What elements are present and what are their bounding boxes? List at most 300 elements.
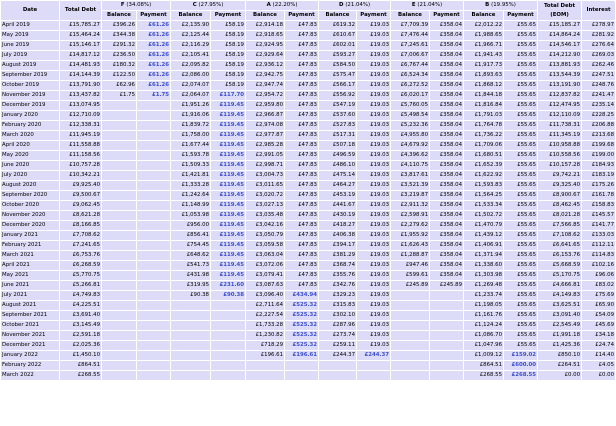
- debt-d-payment-cell: £19.03: [357, 291, 390, 300]
- debt-b-balance-cell: £1,893.63: [464, 71, 503, 80]
- debt-e-payment-cell: £358.04: [430, 141, 463, 150]
- row-interest: £141.77: [582, 221, 615, 230]
- row-total-debt: £8,621.28: [60, 211, 101, 220]
- table-row: [1, 191, 615, 200]
- debt-b-balance-header: Balance: [464, 11, 503, 20]
- row-interest: £241.47: [582, 91, 615, 100]
- debt-f-balance-cell: [102, 291, 136, 300]
- debt-f-balance-cell: [102, 251, 136, 260]
- debt-b-balance-cell: £268.55: [464, 371, 503, 380]
- debt-c-payment-cell: £119.45: [211, 251, 245, 260]
- debt-b-payment-cell: £55.65: [504, 141, 537, 150]
- debt-d-payment-cell: £19.03: [357, 41, 390, 50]
- debt-a-balance-cell: £3,042.16: [246, 221, 284, 230]
- debt-e-balance-cell: £4,396.62: [391, 151, 429, 160]
- row-date: January 2020: [1, 111, 59, 120]
- debt-c-balance-cell: £1,677.44: [171, 141, 210, 150]
- debt-b-payment-cell: £159.02: [504, 351, 537, 360]
- debt-b-balance-cell: £1,161.76: [464, 311, 503, 320]
- debt-b-payment-cell: £55.65: [504, 31, 537, 40]
- row-interest: £161.78: [582, 191, 615, 200]
- debt-f-payment-cell: £61.26: [137, 61, 170, 70]
- table-row: [1, 51, 615, 60]
- debt-b-balance-cell: £1,086.70: [464, 331, 503, 340]
- debt-c-balance-cell: £956.00: [171, 221, 210, 230]
- debt-c-payment-cell: £119.45: [211, 231, 245, 240]
- debt-e-balance-cell: £1,626.43: [391, 241, 429, 250]
- row-total-debt: £11,158.56: [60, 151, 101, 160]
- row-interest: £65.90: [582, 301, 615, 310]
- table-row: [1, 161, 615, 170]
- debt-c-balance-cell: £319.95: [171, 281, 210, 290]
- debt-e-payment-cell: £358.04: [430, 251, 463, 260]
- debt-d-payment-cell: £19.03: [357, 341, 390, 350]
- debt-c-payment-cell: [211, 331, 245, 340]
- debt-e-payment-cell: £358.04: [430, 271, 463, 280]
- debt-d-balance-cell: £441.67: [319, 201, 356, 210]
- table-row: [1, 321, 615, 330]
- debt-e-payment-cell: £358.04: [430, 181, 463, 190]
- debt-a-balance-cell: [246, 371, 284, 380]
- row-date: September 2021: [1, 311, 59, 320]
- debt-d-balance-cell: £619.32: [319, 21, 356, 30]
- row-interest: £183.19: [582, 171, 615, 180]
- debt-f-balance-cell: [102, 131, 136, 140]
- table-row: [1, 111, 615, 120]
- debt-a-balance-cell: £2,914.18: [246, 21, 284, 30]
- debt-c-payment-cell: £119.45: [211, 271, 245, 280]
- row-total-debt-eom: £15,185.27: [538, 21, 581, 30]
- row-total-debt: £6,753.76: [60, 251, 101, 260]
- debt-f-balance-cell: [102, 141, 136, 150]
- row-total-debt: £10,342.21: [60, 171, 101, 180]
- row-total-debt-eom: £264.51: [538, 361, 581, 370]
- row-date: October 2019: [1, 81, 59, 90]
- debt-b-balance-cell: £1,233.74: [464, 291, 503, 300]
- debt-d-header: [319, 1, 390, 10]
- debt-a-payment-cell: £47.83: [285, 221, 318, 230]
- debt-e-balance-cell: £3,521.39: [391, 181, 429, 190]
- debt-b-balance-cell: £1,406.91: [464, 241, 503, 250]
- debt-d-payment-cell: £19.03: [357, 121, 390, 130]
- interest-header: Interest: [582, 1, 615, 20]
- debt-d-payment-cell: £19.03: [357, 181, 390, 190]
- debt-c-payment-cell: [211, 301, 245, 310]
- row-total-debt-eom: £12,110.09: [538, 111, 581, 120]
- debt-d-payment-cell: £19.03: [357, 251, 390, 260]
- debt-f-payment-cell: £61.26: [137, 81, 170, 90]
- row-total-debt: £9,500.67: [60, 191, 101, 200]
- row-interest: £262.46: [582, 61, 615, 70]
- debt-e-balance-cell: £2,598.91: [391, 211, 429, 220]
- debt-d-balance-cell: £496.59: [319, 151, 356, 160]
- debt-a-balance-cell: £3,004.73: [246, 171, 284, 180]
- debt-a-payment-cell: £47.83: [285, 281, 318, 290]
- debt-a-balance-cell: £3,027.13: [246, 201, 284, 210]
- debt-d-balance-cell: £406.38: [319, 231, 356, 240]
- debt-a-payment-cell: £47.83: [285, 231, 318, 240]
- row-interest: £248.76: [582, 81, 615, 90]
- debt-c-balance-cell: £2,095.82: [171, 61, 210, 70]
- debt-e-letter: E: [411, 2, 416, 8]
- debt-f-balance-cell: [102, 181, 136, 190]
- debt-a-balance-cell: £2,947.74: [246, 81, 284, 90]
- debt-c-balance-cell: £2,074.07: [171, 81, 210, 90]
- table-row: [1, 131, 615, 140]
- debt-f-balance-cell: [102, 311, 136, 320]
- debt-d-payment-cell: £19.03: [357, 71, 390, 80]
- table-row: [1, 121, 615, 130]
- row-total-debt: £5,266.81: [60, 281, 101, 290]
- row-interest: £281.92: [582, 31, 615, 40]
- debt-c-payment-cell: £58.19: [211, 41, 245, 50]
- row-date: August 2019: [1, 61, 59, 70]
- debt-a-payment-cell: £47.83: [285, 31, 318, 40]
- debt-c-balance-cell: [171, 301, 210, 310]
- debt-f-balance-cell: £180.32: [102, 61, 136, 70]
- row-total-debt: £10,757.28: [60, 161, 101, 170]
- row-date: December 2021: [1, 341, 59, 350]
- debt-e-balance-cell: £5,760.05: [391, 101, 429, 110]
- debt-c-balance-cell: £754.45: [171, 241, 210, 250]
- debt-d-payment-cell: £19.03: [357, 261, 390, 270]
- debt-b-payment-cell: £55.65: [504, 121, 537, 130]
- debt-e-payment-cell: £358.04: [430, 111, 463, 120]
- debt-b-balance-cell: £1,966.71: [464, 41, 503, 50]
- debt-c-balance-cell: £1,421.81: [171, 171, 210, 180]
- debt-a-payment-cell: £525.32: [285, 311, 318, 320]
- table-row: [1, 21, 615, 30]
- debt-f-balance-cell: [102, 261, 136, 270]
- debt-b-payment-cell: £55.65: [504, 241, 537, 250]
- debt-c-payment-cell: £119.45: [211, 161, 245, 170]
- debt-f-payment-header: Payment: [137, 11, 170, 20]
- debt-b-payment-cell: £55.65: [504, 261, 537, 270]
- debt-e-payment-cell: £358.04: [430, 41, 463, 50]
- debt-d-pct: (21.04%): [345, 2, 371, 8]
- table-row: [1, 41, 615, 50]
- debt-b-payment-cell: £55.65: [504, 311, 537, 320]
- debt-d-payment-cell: [357, 371, 390, 380]
- debt-a-balance-cell: £3,072.06: [246, 261, 284, 270]
- table-row: [1, 231, 615, 240]
- table-row: [1, 141, 615, 150]
- debt-e-payment-cell: £358.04: [430, 81, 463, 90]
- debt-a-header: [246, 1, 318, 10]
- row-date: August 2021: [1, 301, 59, 310]
- debt-b-payment-cell: £55.65: [504, 321, 537, 330]
- debt-f-payment-cell: [137, 211, 170, 220]
- debt-a-balance-cell: £2,942.75: [246, 71, 284, 80]
- debt-a-payment-cell: [285, 371, 318, 380]
- debt-b-balance-cell: £1,198.05: [464, 301, 503, 310]
- debt-e-payment-cell: £358.04: [430, 231, 463, 240]
- table-row: [1, 181, 615, 190]
- table-row: [1, 91, 615, 100]
- debt-f-balance-cell: [102, 231, 136, 240]
- debt-b-balance-cell: £1,303.98: [464, 271, 503, 280]
- debt-d-payment-cell: £19.03: [357, 101, 390, 110]
- row-date: July 2020: [1, 171, 59, 180]
- debt-f-payment-cell: [137, 291, 170, 300]
- debt-a-balance-cell: £3,020.72: [246, 191, 284, 200]
- debt-f-balance-cell: [102, 191, 136, 200]
- debt-d-payment-cell: £19.03: [357, 171, 390, 180]
- row-total-debt-eom: £12,837.82: [538, 91, 581, 100]
- row-interest: £54.09: [582, 311, 615, 320]
- row-date: February 2022: [1, 361, 59, 370]
- row-total-debt: £15,785.27: [60, 21, 101, 30]
- debt-c-payment-cell: £119.45: [211, 211, 245, 220]
- row-total-debt-eom: £0.00: [538, 371, 581, 380]
- debt-d-balance-cell: £517.31: [319, 131, 356, 140]
- debt-e-balance-cell: £3,219.87: [391, 191, 429, 200]
- row-date: October 2021: [1, 321, 59, 330]
- debt-a-payment-cell: £47.83: [285, 41, 318, 50]
- debt-c-balance-cell: £856.41: [171, 231, 210, 240]
- debt-f-balance-cell: [102, 271, 136, 280]
- debt-f-payment-cell: [137, 181, 170, 190]
- row-interest: £14.40: [582, 351, 615, 360]
- debt-e-balance-cell: £947.46: [391, 261, 429, 270]
- debt-a-payment-cell: £47.83: [285, 171, 318, 180]
- debt-f-payment-cell: [137, 351, 170, 360]
- debt-a-balance-cell: £3,087.63: [246, 281, 284, 290]
- debt-b-payment-cell: £55.65: [504, 221, 537, 230]
- debt-d-balance-cell: £486.10: [319, 161, 356, 170]
- debt-a-balance-cell: £2,985.28: [246, 141, 284, 150]
- table-row: [1, 201, 615, 210]
- debt-d-payment-cell: £19.03: [357, 201, 390, 210]
- debt-d-payment-cell: £19.03: [357, 21, 390, 30]
- row-interest: £75.69: [582, 291, 615, 300]
- debt-b-balance-cell: £1,269.48: [464, 281, 503, 290]
- debt-d-balance-cell: £273.74: [319, 331, 356, 340]
- debt-b-payment-cell: £55.65: [504, 281, 537, 290]
- debt-f-balance-cell: [102, 221, 136, 230]
- debt-d-balance-cell: £547.19: [319, 101, 356, 110]
- debt-d-payment-cell: £19.03: [357, 301, 390, 310]
- debt-a-balance-cell: £2,924.95: [246, 41, 284, 50]
- debt-b-payment-cell: £55.65: [504, 71, 537, 80]
- row-total-debt-eom: £11,345.19: [538, 131, 581, 140]
- debt-e-payment-cell: [430, 351, 463, 360]
- row-date: May 2019: [1, 31, 59, 40]
- debt-a-payment-cell: £434.94: [285, 291, 318, 300]
- debt-b-payment-cell: £55.65: [504, 41, 537, 50]
- row-total-debt-eom: £10,558.56: [538, 151, 581, 160]
- table-row: [1, 351, 615, 360]
- debt-c-payment-cell: £58.19: [211, 51, 245, 60]
- debt-b-payment-cell: £55.65: [504, 131, 537, 140]
- debt-c-payment-cell: £119.45: [211, 201, 245, 210]
- debt-e-balance-cell: £1,288.87: [391, 251, 429, 260]
- debt-e-header: [391, 1, 463, 10]
- debt-d-balance-cell: £302.10: [319, 311, 356, 320]
- debt-d-balance-cell: £394.17: [319, 241, 356, 250]
- debt-d-payment-cell: £19.03: [357, 81, 390, 90]
- debt-e-payment-cell: £358.04: [430, 171, 463, 180]
- debt-e-balance-cell: [391, 291, 429, 300]
- debt-a-payment-cell: £47.83: [285, 191, 318, 200]
- debt-b-payment-cell: £600.00: [504, 361, 537, 370]
- debt-b-balance-cell: £1,764.78: [464, 121, 503, 130]
- debt-f-header: [102, 1, 170, 10]
- debt-d-balance-cell: £244.37: [319, 351, 356, 360]
- debt-b-pct: (19.95%): [491, 2, 516, 8]
- debt-d-letter: D: [338, 2, 344, 8]
- debt-a-balance-cell: £2,977.87: [246, 131, 284, 140]
- debt-e-payment-cell: £358.04: [430, 21, 463, 30]
- debt-f-balance-cell: [102, 341, 136, 350]
- debt-f-balance-cell: [102, 121, 136, 130]
- debt-b-payment-cell: £268.55: [504, 371, 537, 380]
- table-body: [1, 21, 615, 380]
- debt-e-balance-cell: £2,279.62: [391, 221, 429, 230]
- debt-c-payment-cell: £58.19: [211, 61, 245, 70]
- row-total-debt: £268.55: [60, 371, 101, 380]
- row-total-debt-eom: £6,641.65: [538, 241, 581, 250]
- debt-b-balance-cell: £1,791.03: [464, 111, 503, 120]
- row-total-debt-eom: £9,742.21: [538, 171, 581, 180]
- debt-a-payment-cell: £47.83: [285, 21, 318, 30]
- table-row: [1, 271, 615, 280]
- debt-c-balance-cell: £1,593.78: [171, 151, 210, 160]
- debt-a-balance-cell: £1,230.82: [246, 331, 284, 340]
- row-total-debt-eom: £3,091.40: [538, 311, 581, 320]
- debt-d-balance-cell: £537.60: [319, 111, 356, 120]
- debt-d-balance-cell: [319, 361, 356, 370]
- debt-e-payment-cell: £358.04: [430, 71, 463, 80]
- debt-b-payment-cell: £55.65: [504, 171, 537, 180]
- row-total-debt: £13,437.82: [60, 91, 101, 100]
- debt-c-balance-cell: £1,951.26: [171, 101, 210, 110]
- debt-f-payment-cell: £61.26: [137, 41, 170, 50]
- table-row: [1, 211, 615, 220]
- debt-e-balance-cell: £6,020.17: [391, 91, 429, 100]
- debt-f-balance-cell: [102, 201, 136, 210]
- debt-e-balance-cell: [391, 331, 429, 340]
- debt-c-balance-cell: £648.62: [171, 251, 210, 260]
- debt-c-payment-cell: £117.70: [211, 91, 245, 100]
- debt-f-payment-cell: [137, 151, 170, 160]
- debt-d-payment-cell: £19.03: [357, 91, 390, 100]
- debt-a-balance-cell: £2,936.12: [246, 61, 284, 70]
- debt-c-payment-cell: £119.45: [211, 261, 245, 270]
- debt-a-balance-cell: £2,991.05: [246, 151, 284, 160]
- debt-d-payment-cell: £19.03: [357, 211, 390, 220]
- debt-e-payment-cell: £245.89: [430, 281, 463, 290]
- debt-c-payment-cell: [211, 351, 245, 360]
- row-interest: £4.05: [582, 361, 615, 370]
- row-date: November 2021: [1, 331, 59, 340]
- debt-d-balance-cell: £566.17: [319, 81, 356, 90]
- debt-e-payment-cell: [430, 321, 463, 330]
- row-interest: £145.57: [582, 211, 615, 220]
- row-total-debt: £2,025.36: [60, 341, 101, 350]
- table-row: [1, 361, 615, 370]
- debt-d-balance-cell: [319, 371, 356, 380]
- row-total-debt: £864.51: [60, 361, 101, 370]
- row-total-debt: £3,145.49: [60, 321, 101, 330]
- row-date: March 2022: [1, 371, 59, 380]
- row-total-debt-eom: £4,666.81: [538, 281, 581, 290]
- row-interest: £83.02: [582, 281, 615, 290]
- debt-a-payment-cell: £47.83: [285, 271, 318, 280]
- row-interest: £269.03: [582, 51, 615, 60]
- row-total-debt-eom: £5,170.75: [538, 271, 581, 280]
- debt-b-payment-cell: £55.65: [504, 211, 537, 220]
- debt-e-payment-cell: [430, 341, 463, 350]
- debt-b-payment-cell: £55.65: [504, 81, 537, 90]
- debt-c-balance-cell: £541.73: [171, 261, 210, 270]
- debt-d-payment-cell: £19.03: [357, 311, 390, 320]
- debt-c-balance-cell: £1,916.06: [171, 111, 210, 120]
- debt-b-payment-cell: £55.65: [504, 111, 537, 120]
- debt-c-balance-cell: £2,064.07: [171, 91, 210, 100]
- debt-a-payment-cell: £47.83: [285, 71, 318, 80]
- debt-e-payment-cell: [430, 291, 463, 300]
- row-total-debt-eom: £8,462.45: [538, 201, 581, 210]
- debt-b-balance-cell: £1,941.43: [464, 51, 503, 60]
- row-total-debt: £15,146.17: [60, 41, 101, 50]
- debt-d-payment-header: Payment: [357, 11, 390, 20]
- row-total-debt-eom: £1,425.36: [538, 341, 581, 350]
- debt-b-payment-cell: £55.65: [504, 151, 537, 160]
- total-debt-eom-line2: (EOM): [550, 11, 569, 18]
- debt-e-payment-cell: [430, 371, 463, 380]
- row-total-debt-eom: £1,991.18: [538, 331, 581, 340]
- debt-b-payment-cell: £55.65: [504, 91, 537, 100]
- debt-d-payment-cell: £19.03: [357, 191, 390, 200]
- debt-f-payment-cell: [137, 241, 170, 250]
- debt-b-payment-cell: £55.65: [504, 301, 537, 310]
- debt-f-balance-cell: [102, 281, 136, 290]
- table-row: [1, 341, 615, 350]
- row-total-debt: £4,749.83: [60, 291, 101, 300]
- debt-c-balance-cell: £431.98: [171, 271, 210, 280]
- row-total-debt: £9,062.45: [60, 201, 101, 210]
- debt-d-balance-cell: £418.27: [319, 221, 356, 230]
- debt-c-balance-cell: £1,509.33: [171, 161, 210, 170]
- debt-a-payment-cell: £47.83: [285, 211, 318, 220]
- debt-a-balance-header: Balance: [246, 11, 284, 20]
- row-date: November 2020: [1, 211, 59, 220]
- debt-a-payment-cell: £47.83: [285, 101, 318, 110]
- debt-f-balance-cell: £344.38: [102, 31, 136, 40]
- debt-d-balance-cell: £527.83: [319, 121, 356, 130]
- row-total-debt-eom: £14,546.17: [538, 41, 581, 50]
- debt-b-balance-cell: £1,009.12: [464, 351, 503, 360]
- debt-e-payment-cell: £358.04: [430, 201, 463, 210]
- debt-d-balance-header: Balance: [319, 11, 356, 20]
- debt-f-payment-cell: [137, 331, 170, 340]
- row-interest: £45.69: [582, 321, 615, 330]
- debt-b-payment-cell: £55.65: [504, 191, 537, 200]
- debt-e-payment-cell: £358.04: [430, 31, 463, 40]
- row-interest: £235.14: [582, 101, 615, 110]
- debt-d-balance-cell: £593.27: [319, 51, 356, 60]
- debt-f-payment-cell: [137, 131, 170, 140]
- debt-e-payment-cell: £358.04: [430, 101, 463, 110]
- table-row: [1, 301, 615, 310]
- debt-c-balance-cell: [171, 371, 210, 380]
- debt-f-balance-cell: [102, 371, 136, 380]
- debt-b-payment-cell: £55.65: [504, 181, 537, 190]
- debt-e-balance-cell: £5,232.36: [391, 121, 429, 130]
- debt-a-payment-cell: £525.32: [285, 331, 318, 340]
- debt-f-letter: F: [120, 2, 125, 8]
